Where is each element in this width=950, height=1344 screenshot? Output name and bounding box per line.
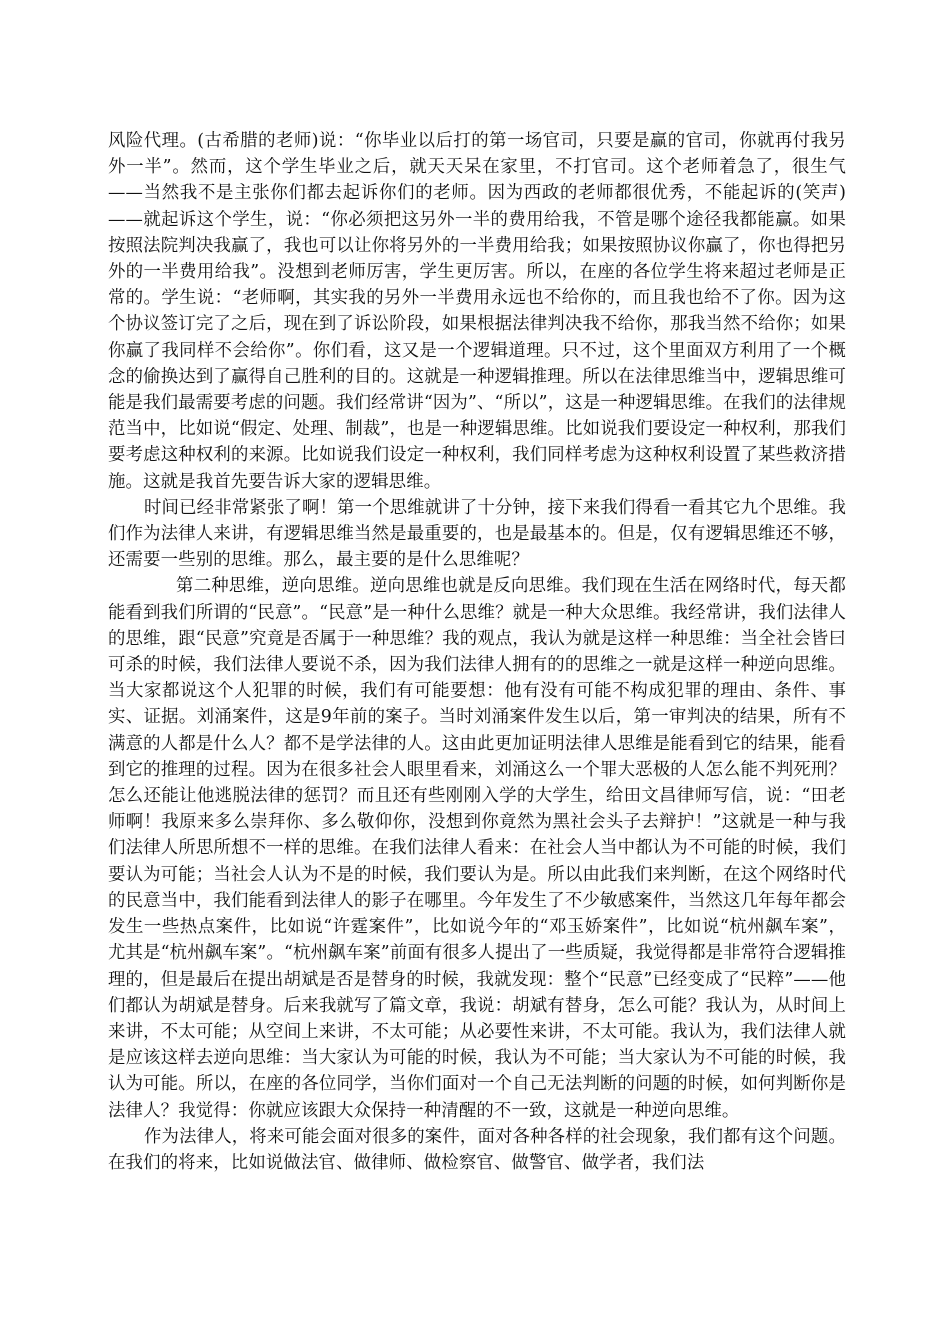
paragraph-legal-professional: 作为法律人，将来可能会面对很多的案件，面对各种各样的社会现象，我们都有这个问题。在我们的将来，比如说做法官、做律师、做检察官、做警官、做学者，我们法 [108,1126,846,1173]
document-page [108,128,846,1176]
paragraph-logic-thinking: 风险代理。(古希腊的老师)说：“你毕业以后打的第一场官司，只要是赢的官司，你就再付我另外一半”。然而，这个学生毕业之后，就天天呆在家里，不打官司。这个老师着急了，很生气——当然我不是主张你们都去起诉你们的老师。因为西政的老师都很优秀，不能起诉的(笑声)——就起诉这个学生，说：“你必须把这另外一半的费用给我，不管是哪个途径我都能赢。如果按照法院判决我赢了，我也可以让你将另外的一半费用给我；如果按照协议你赢了，你也得把另外的一半费用给我”。没想到老师厉害，学生更厉害。所以，在座的各位学生将来超过老师是正常的。学生说：“老师啊，其实我的另外一半费用永远也不给你的，而且我也给不了你。因为这个协议签订完了之后，现在到了诉讼阶段，如果根据法律判决我不给你，那我当然不给你；如果你赢了我同样不会给你”。你们看，这又是一个逻辑道理。只不过，这个里面双方利用了一个概念的偷换达到了赢得自己胜利的目的。这就是一种逻辑推理。所以在法律思维当中，逻辑思维可能是我们最需要考虑的问题。我们经常讲“因为”、“所以”，这是一种逻辑思维。在我们的法律规范当中，比如说“假定、处理、制裁”，也是一种逻辑思维。比如说我们要设定一种权利，那我们要考虑这种权利的来源。比如说我们设定一种权利，我们同样考虑为这种权利设置了某些救济措施。这就是我首先要告诉大家的逻辑思维。 [108,131,846,492]
paragraph-reverse-thinking: 第二种思维，逆向思维。逆向思维也就是反向思维。我们现在生活在网络时代，每天都能看到我们所谓的“民意”。“民意”是一种什么思维？就是一种大众思维。我经常讲，我们法律人的思维，跟“民意”究竟是否属于一种思维？我的观点，我认为就是这样一种思维：当全社会皆曰可杀的时候，我们法律人要说不杀，因为我们法律人拥有的的思维之一就是这样一种逆向思维。当大家都说这个人犯罪的时候，我们有可能要想：他有没有可能不构成犯罪的理由、条件、事实、证据。刘涌案件，这是9年前的案子。当时刘涌案件发生以后，第一审判决的结果，所有不满意的人都是什么人？都不是学法律的人。这由此更加证明法律人思维是能看到它的结果，能看到它的推理的过程。因为在很多社会人眼里看来，刘涌这么一个罪大恶极的人怎么能不判死刑？怎么还能让他逃脱法律的惩罚？而且还有些刚刚入学的大学生，给田文昌律师写信，说：“田老师啊！我原来多么崇拜你、多么敬仰你，没想到你竟然为黑社会头子去辩护！”这就是一种与我们法律人所思所想不一样的思维。在我们法律人看来：在社会人当中都认为不可能的时候，我们要认为可能；当社会人认为不是的时候，我们要认为是。所以由此我们来判断，在这个网络时代的民意当中，我们能看到法律人的影子在哪里。今年发生了不少敏感案件，当然这几年每年都会发生一些热点案件，比如说“许霆案件”，比如说今年的“邓玉娇案件”，比如说“杭州飙车案”，尤其是“杭州飙车案”。“杭州飙车案”前面有很多人提出了一些质疑，我觉得都是非常符合逻辑推理的，但是最后在提出胡斌是否是替身的时候，我就发现：整个“民意”已经变成了“民粹”——他们都认为胡斌是替身。后来我就写了篇文章，我说：胡斌有替身，怎么可能？我认为，从时间上来讲，不太可能；从空间上来讲，不太可能；从必要性来讲，不太可能。我认为，我们法律人就是应该这样去逆向思维：当大家认为可能的时候，我认为不可能；当大家认为不可能的时候，我认为可能。所以，在座的各位同学，当你们面对一个自己无法判断的问题的时候，如何判断你是法律人？我觉得：你就应该跟大众保持一种清醒的不一致，这就是一种逆向思维。 [108,576,846,1121]
paragraph-time-transition: 时间已经非常紧张了啊！第一个思维就讲了十分钟，接下来我们得看一看其它九个思维。我们作为法律人来讲，有逻辑思维当然是最重要的，也是最基本的。但是，仅有逻辑思维还不够，还需要一些别的思维。那么，最主要的是什么思维呢？ [108,497,846,571]
